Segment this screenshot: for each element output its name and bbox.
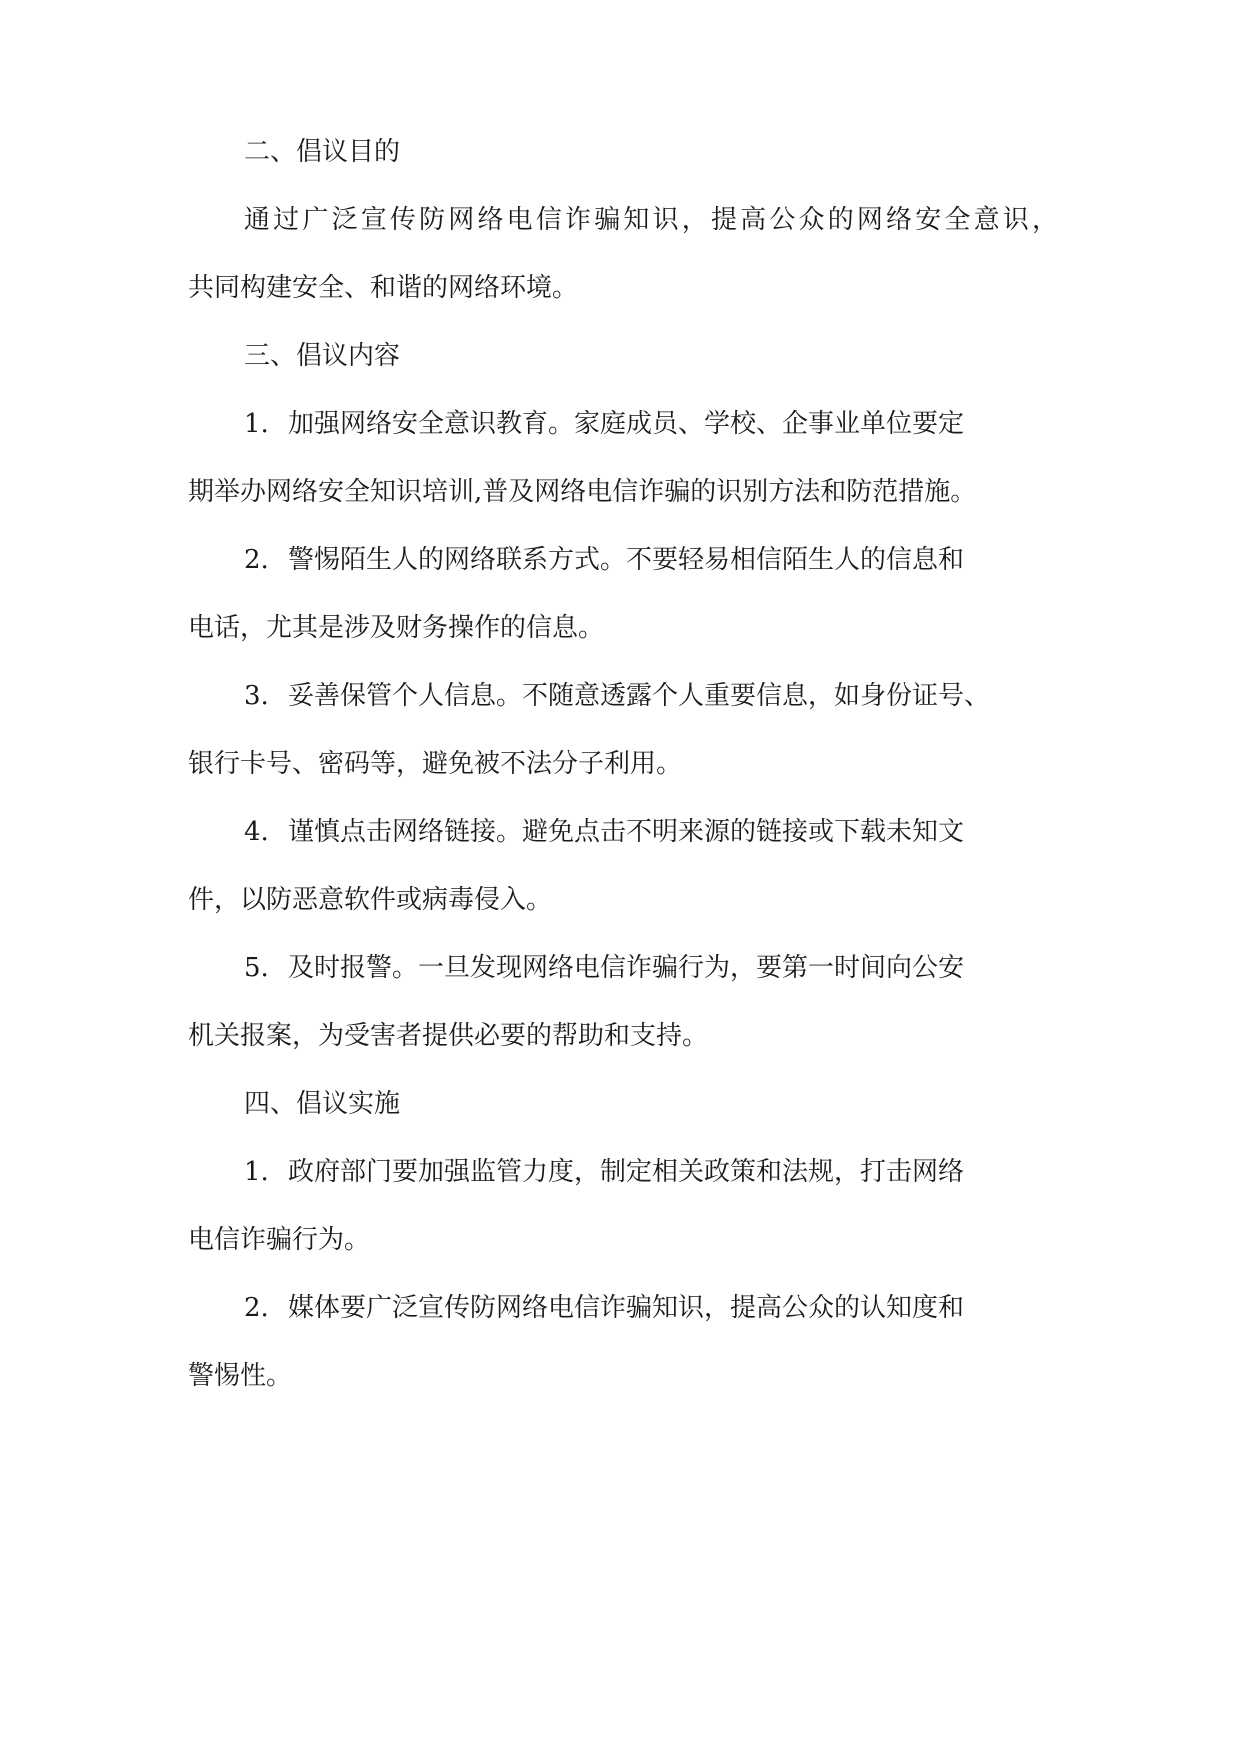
list-item-text: 警惕性。 [188, 1361, 293, 1391]
list-item-text: 期举办网络安全知识培训,普及网络电信诈骗的识别方法和防范措施。 [188, 477, 977, 507]
section-heading-text: 四、倡议实施 [244, 1089, 401, 1119]
list-item-line [244, 1152, 965, 1192]
list-item-line [188, 1356, 1058, 1396]
list-item-text: 电话，尤其是涉及财务操作的信息。 [188, 613, 605, 643]
list-item-line [244, 948, 965, 988]
list-item-line [244, 404, 965, 444]
list-item-line [244, 1288, 965, 1328]
section-heading-text: 三、倡议内容 [244, 341, 401, 371]
list-item-text: 媒体要广泛宣传防网络电信诈骗知识，提高公众的认知度和 [288, 1293, 965, 1323]
list-item-number: 2. [244, 1293, 269, 1323]
list-item-line [244, 540, 965, 580]
list-item-text: 机关报案，为受害者提供必要的帮助和支持。 [188, 1021, 709, 1051]
list-item-text: 政府部门要加强监管力度，制定相关政策和法规，打击网络 [288, 1157, 965, 1187]
list-item-line [188, 608, 1058, 648]
paragraph-text: 通过广泛宣传防网络电信诈骗知识，提高公众的网络安全意识， [244, 205, 1058, 235]
list-item-text: 妥善保管个人信息。不随意透露个人重要信息，如身份证号、 [288, 681, 991, 711]
section-heading [244, 1084, 1114, 1124]
list-item-number: 5. [244, 953, 269, 983]
paragraph-line [244, 200, 1058, 240]
list-item-number: 1. [244, 1157, 269, 1187]
list-item-line [244, 676, 991, 716]
list-item-text: 及时报警。一旦发现网络电信诈骗行为，要第一时间向公安 [288, 953, 965, 983]
list-item-line [244, 812, 965, 852]
list-item-text: 警惕陌生人的网络联系方式。不要轻易相信陌生人的信息和 [288, 545, 965, 575]
paragraph-line [188, 268, 1058, 308]
list-item-number: 3. [244, 681, 269, 711]
list-item-text: 谨慎点击网络链接。避免点击不明来源的链接或下载未知文 [288, 817, 965, 847]
section-heading-text: 二、倡议目的 [244, 137, 401, 167]
list-item-line [188, 472, 977, 512]
list-item-number: 2. [244, 545, 269, 575]
list-item-line [188, 1220, 1058, 1260]
list-item-text: 银行卡号、密码等，避免被不法分子利用。 [188, 749, 683, 779]
list-item-number: 1. [244, 409, 269, 439]
list-item-text: 电信诈骗行为。 [188, 1225, 371, 1255]
paragraph-text: 共同构建安全、和谐的网络环境。 [188, 273, 579, 303]
list-item-text: 加强网络安全意识教育。家庭成员、学校、企事业单位要定 [288, 409, 965, 439]
list-item-number: 4. [244, 817, 269, 847]
section-heading [244, 336, 1114, 376]
list-item-line [188, 880, 1058, 920]
list-item-text: 件，以防恶意软件或病毒侵入。 [188, 885, 553, 915]
section-heading [244, 132, 1114, 172]
list-item-line [188, 744, 1058, 784]
list-item-line [188, 1016, 1058, 1056]
